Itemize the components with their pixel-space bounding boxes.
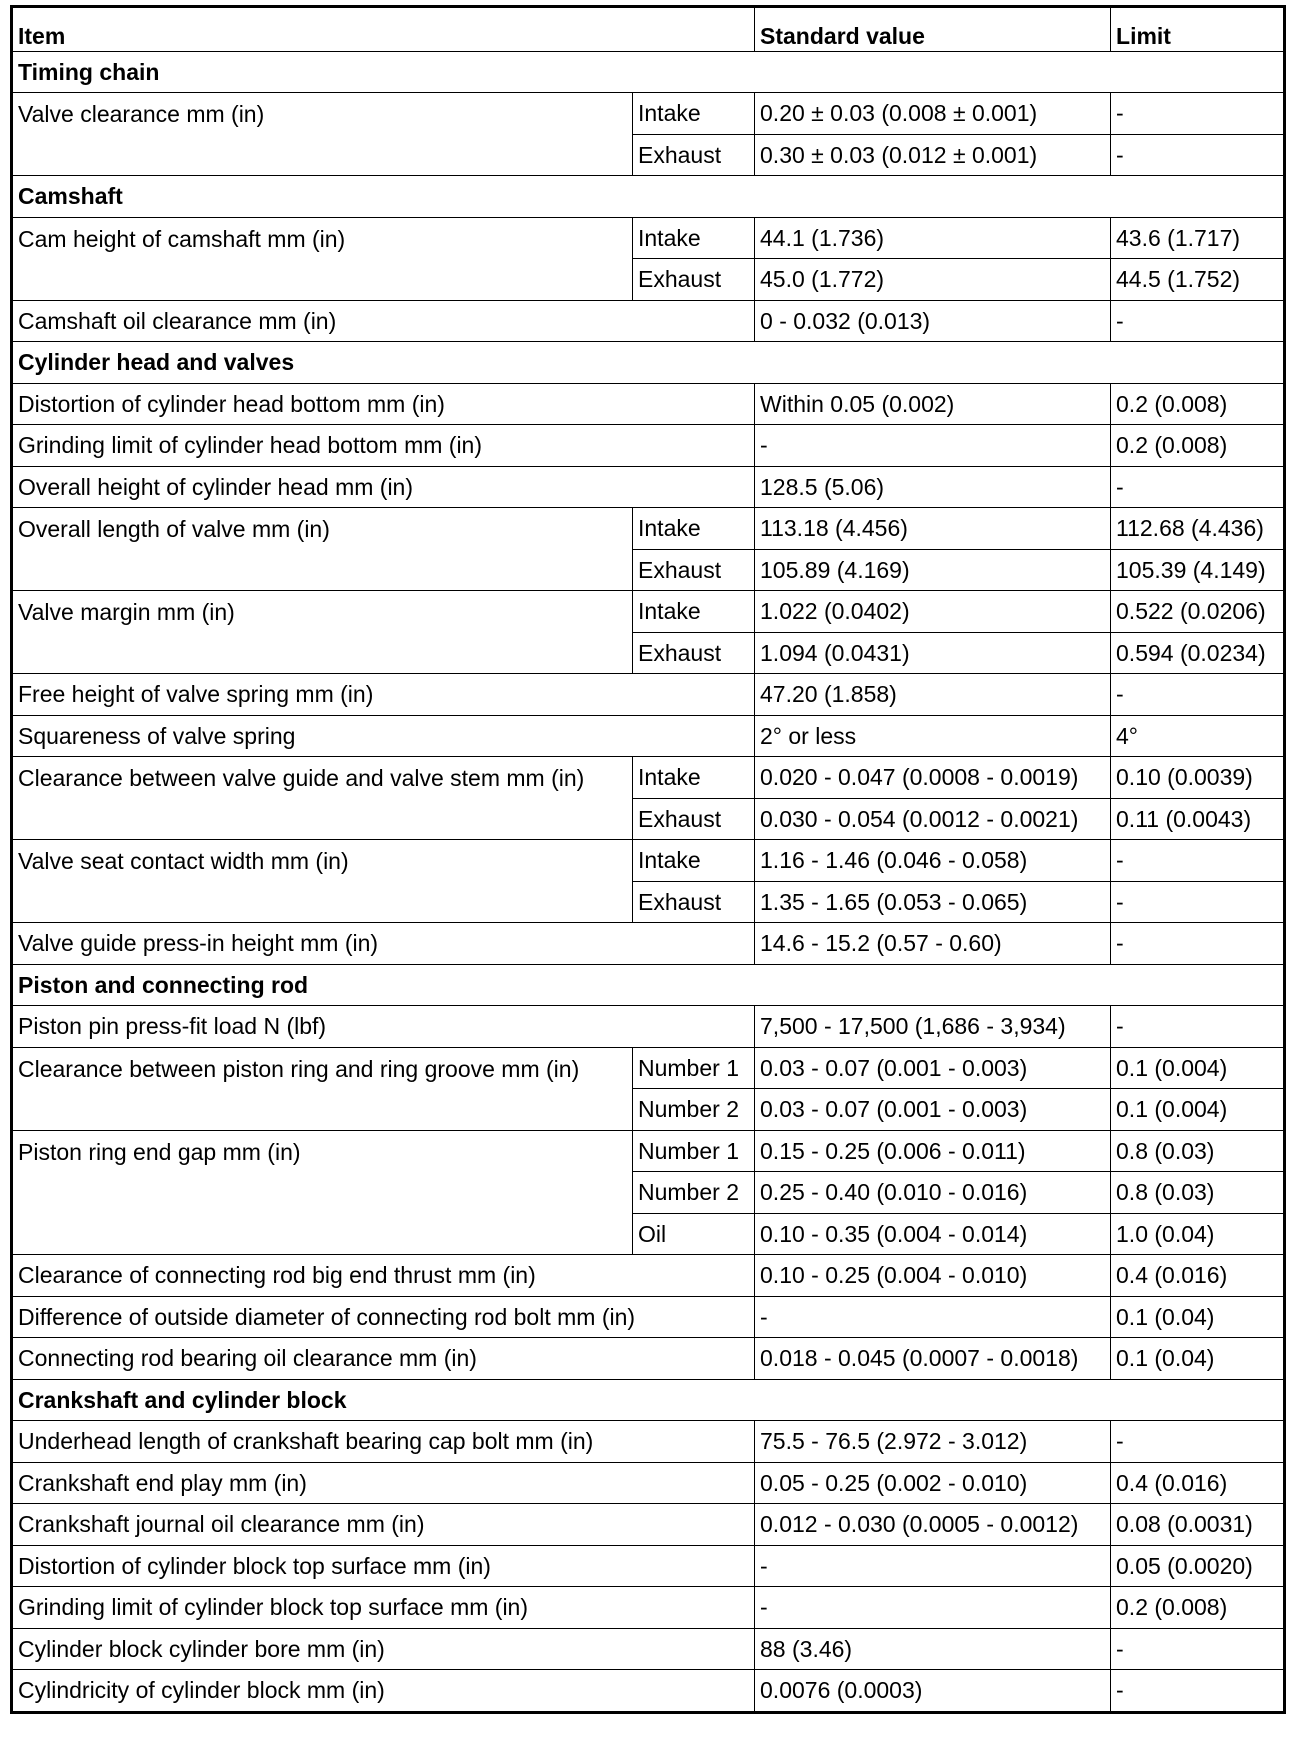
table-row <box>12 466 1285 508</box>
sub-item-label: Intake <box>633 591 755 633</box>
limit-value: 4° <box>1111 715 1285 757</box>
table-row <box>12 1006 1285 1048</box>
limit-value: - <box>1111 134 1285 176</box>
table-row <box>12 840 1285 882</box>
limit-value: 0.4 (0.016) <box>1111 1462 1285 1504</box>
standard-value: 88 (3.46) <box>755 1628 1111 1670</box>
item-name: Clearance between piston ring and ring groove mm (in) <box>12 1047 633 1130</box>
spec-sheet <box>10 5 1283 1714</box>
standard-value: 0.018 - 0.045 (0.0007 - 0.0018) <box>755 1338 1111 1380</box>
item-name: Overall height of cylinder head mm (in) <box>12 466 755 508</box>
item-name: Cam height of camshaft mm (in) <box>12 217 633 300</box>
standard-value: 2° or less <box>755 715 1111 757</box>
standard-value: 7,500 - 17,500 (1,686 - 3,934) <box>755 1006 1111 1048</box>
standard-value: - <box>755 1545 1111 1587</box>
limit-value: - <box>1111 1421 1285 1463</box>
table-header-row <box>12 7 1285 52</box>
standard-value: 0.012 - 0.030 (0.0005 - 0.0012) <box>755 1504 1111 1546</box>
sub-item-label: Number 2 <box>633 1089 755 1131</box>
item-name: Squareness of valve spring <box>12 715 755 757</box>
item-name: Valve seat contact width mm (in) <box>12 840 633 923</box>
standard-value: - <box>755 1587 1111 1629</box>
limit-value: 0.11 (0.0043) <box>1111 798 1285 840</box>
standard-value: - <box>755 425 1111 467</box>
sub-item-label: Exhaust <box>633 549 755 591</box>
limit-value: 0.2 (0.008) <box>1111 425 1285 467</box>
item-name: Crankshaft end play mm (in) <box>12 1462 755 1504</box>
sub-item-label: Intake <box>633 757 755 799</box>
limit-value: 0.1 (0.004) <box>1111 1047 1285 1089</box>
standard-value: Within 0.05 (0.002) <box>755 383 1111 425</box>
header-standard-value: Standard value <box>755 7 1111 52</box>
standard-value: 113.18 (4.456) <box>755 508 1111 550</box>
limit-value: - <box>1111 1670 1285 1713</box>
section-title: Piston and connecting rod <box>12 964 1285 1006</box>
sub-item-label: Intake <box>633 217 755 259</box>
sub-item-label: Intake <box>633 840 755 882</box>
standard-value: 0.03 - 0.07 (0.001 - 0.003) <box>755 1047 1111 1089</box>
sub-item-label: Number 1 <box>633 1047 755 1089</box>
standard-value: 1.16 - 1.46 (0.046 - 0.058) <box>755 840 1111 882</box>
item-name: Underhead length of crankshaft bearing cap bolt mm (in) <box>12 1421 755 1463</box>
item-name: Free height of valve spring mm (in) <box>12 674 755 716</box>
sub-item-label: Number 2 <box>633 1172 755 1214</box>
sub-item-label: Intake <box>633 93 755 135</box>
item-name: Valve margin mm (in) <box>12 591 633 674</box>
header-limit: Limit <box>1111 7 1285 52</box>
limit-value: 43.6 (1.717) <box>1111 217 1285 259</box>
standard-value: 0.25 - 0.40 (0.010 - 0.016) <box>755 1172 1111 1214</box>
standard-value: 105.89 (4.169) <box>755 549 1111 591</box>
sub-item-label: Number 1 <box>633 1130 755 1172</box>
standard-value: 0 - 0.032 (0.013) <box>755 300 1111 342</box>
limit-value: - <box>1111 93 1285 135</box>
limit-value: 1.0 (0.04) <box>1111 1213 1285 1255</box>
sub-item-label: Intake <box>633 508 755 550</box>
table-row <box>12 757 1285 799</box>
table-row <box>12 508 1285 550</box>
limit-value: - <box>1111 881 1285 923</box>
item-name: Distortion of cylinder block top surface mm (in) <box>12 1545 755 1587</box>
item-name: Cylindricity of cylinder block mm (in) <box>12 1670 755 1713</box>
item-name: Piston pin press-fit load N (lbf) <box>12 1006 755 1048</box>
item-name: Connecting rod bearing oil clearance mm (in) <box>12 1338 755 1380</box>
standard-value: 128.5 (5.06) <box>755 466 1111 508</box>
standard-value: 0.05 - 0.25 (0.002 - 0.010) <box>755 1462 1111 1504</box>
limit-value: 0.594 (0.0234) <box>1111 632 1285 674</box>
item-name: Clearance between valve guide and valve stem mm (in) <box>12 757 633 840</box>
standard-value: 14.6 - 15.2 (0.57 - 0.60) <box>755 923 1111 965</box>
sub-item-label: Exhaust <box>633 798 755 840</box>
section-header-row <box>12 1379 1285 1421</box>
sub-item-label: Exhaust <box>633 259 755 301</box>
limit-value: 0.1 (0.04) <box>1111 1338 1285 1380</box>
standard-value: 0.020 - 0.047 (0.0008 - 0.0019) <box>755 757 1111 799</box>
limit-value: 0.8 (0.03) <box>1111 1172 1285 1214</box>
sub-item-label: Exhaust <box>633 881 755 923</box>
standard-value: 0.30 ± 0.03 (0.012 ± 0.001) <box>755 134 1111 176</box>
standard-value: 75.5 - 76.5 (2.972 - 3.012) <box>755 1421 1111 1463</box>
table-row <box>12 1462 1285 1504</box>
table-row <box>12 674 1285 716</box>
table-row <box>12 1504 1285 1546</box>
table-row <box>12 1670 1285 1713</box>
table-row <box>12 1587 1285 1629</box>
table-row <box>12 425 1285 467</box>
standard-value: 0.03 - 0.07 (0.001 - 0.003) <box>755 1089 1111 1131</box>
table-row <box>12 591 1285 633</box>
standard-value: 0.10 - 0.35 (0.004 - 0.014) <box>755 1213 1111 1255</box>
item-name: Cylinder block cylinder bore mm (in) <box>12 1628 755 1670</box>
standard-value: 1.022 (0.0402) <box>755 591 1111 633</box>
table-row <box>12 1545 1285 1587</box>
standard-value: 0.15 - 0.25 (0.006 - 0.011) <box>755 1130 1111 1172</box>
item-name: Overall length of valve mm (in) <box>12 508 633 591</box>
table-row <box>12 217 1285 259</box>
sub-item-label: Exhaust <box>633 632 755 674</box>
item-name: Piston ring end gap mm (in) <box>12 1130 633 1255</box>
header-item: Item <box>12 7 755 52</box>
item-name: Valve clearance mm (in) <box>12 93 633 176</box>
table-row <box>12 715 1285 757</box>
limit-value: - <box>1111 674 1285 716</box>
standard-value: 45.0 (1.772) <box>755 259 1111 301</box>
sub-item-label: Exhaust <box>633 134 755 176</box>
section-title: Cylinder head and valves <box>12 342 1285 384</box>
item-name: Grinding limit of cylinder head bottom mm (in) <box>12 425 755 467</box>
standard-value: 0.10 - 0.25 (0.004 - 0.010) <box>755 1255 1111 1297</box>
standard-value: 0.030 - 0.054 (0.0012 - 0.0021) <box>755 798 1111 840</box>
sub-item-label: Oil <box>633 1213 755 1255</box>
table-row <box>12 1047 1285 1089</box>
table-row <box>12 1296 1285 1338</box>
limit-value: 0.10 (0.0039) <box>1111 757 1285 799</box>
limit-value: 0.08 (0.0031) <box>1111 1504 1285 1546</box>
limit-value: 0.4 (0.016) <box>1111 1255 1285 1297</box>
item-name: Difference of outside diameter of connecting rod bolt mm (in) <box>12 1296 755 1338</box>
limit-value: 44.5 (1.752) <box>1111 259 1285 301</box>
limit-value: - <box>1111 1006 1285 1048</box>
limit-value: - <box>1111 1628 1285 1670</box>
section-header-row <box>12 176 1285 218</box>
limit-value: 0.1 (0.04) <box>1111 1296 1285 1338</box>
item-name: Distortion of cylinder head bottom mm (in) <box>12 383 755 425</box>
item-name: Valve guide press-in height mm (in) <box>12 923 755 965</box>
section-title: Crankshaft and cylinder block <box>12 1379 1285 1421</box>
limit-value: - <box>1111 923 1285 965</box>
item-name: Camshaft oil clearance mm (in) <box>12 300 755 342</box>
limit-value: 0.05 (0.0020) <box>1111 1545 1285 1587</box>
limit-value: 112.68 (4.436) <box>1111 508 1285 550</box>
table-row <box>12 1130 1285 1172</box>
table-row <box>12 383 1285 425</box>
standard-value: 47.20 (1.858) <box>755 674 1111 716</box>
section-header-row <box>12 342 1285 384</box>
item-name: Crankshaft journal oil clearance mm (in) <box>12 1504 755 1546</box>
standard-value: 0.0076 (0.0003) <box>755 1670 1111 1713</box>
table-row <box>12 93 1285 135</box>
standard-value: 44.1 (1.736) <box>755 217 1111 259</box>
item-name: Clearance of connecting rod big end thrust mm (in) <box>12 1255 755 1297</box>
limit-value: - <box>1111 466 1285 508</box>
section-header-row <box>12 51 1285 93</box>
limit-value: - <box>1111 300 1285 342</box>
limit-value: 0.8 (0.03) <box>1111 1130 1285 1172</box>
item-name: Grinding limit of cylinder block top surface mm (in) <box>12 1587 755 1629</box>
standard-value: 1.094 (0.0431) <box>755 632 1111 674</box>
limit-value: 0.2 (0.008) <box>1111 1587 1285 1629</box>
table-row <box>12 1628 1285 1670</box>
table-row <box>12 1421 1285 1463</box>
limit-value: 0.1 (0.004) <box>1111 1089 1285 1131</box>
limit-value: 0.522 (0.0206) <box>1111 591 1285 633</box>
section-title: Timing chain <box>12 51 1285 93</box>
specification-table-body <box>12 7 1285 1713</box>
section-header-row <box>12 964 1285 1006</box>
standard-value: 1.35 - 1.65 (0.053 - 0.065) <box>755 881 1111 923</box>
standard-value: 0.20 ± 0.03 (0.008 ± 0.001) <box>755 93 1111 135</box>
table-row <box>12 1338 1285 1380</box>
limit-value: - <box>1111 840 1285 882</box>
section-title: Camshaft <box>12 176 1285 218</box>
table-row <box>12 1255 1285 1297</box>
table-row <box>12 300 1285 342</box>
specification-table <box>10 5 1286 1714</box>
standard-value: - <box>755 1296 1111 1338</box>
limit-value: 0.2 (0.008) <box>1111 383 1285 425</box>
table-row <box>12 923 1285 965</box>
limit-value: 105.39 (4.149) <box>1111 549 1285 591</box>
